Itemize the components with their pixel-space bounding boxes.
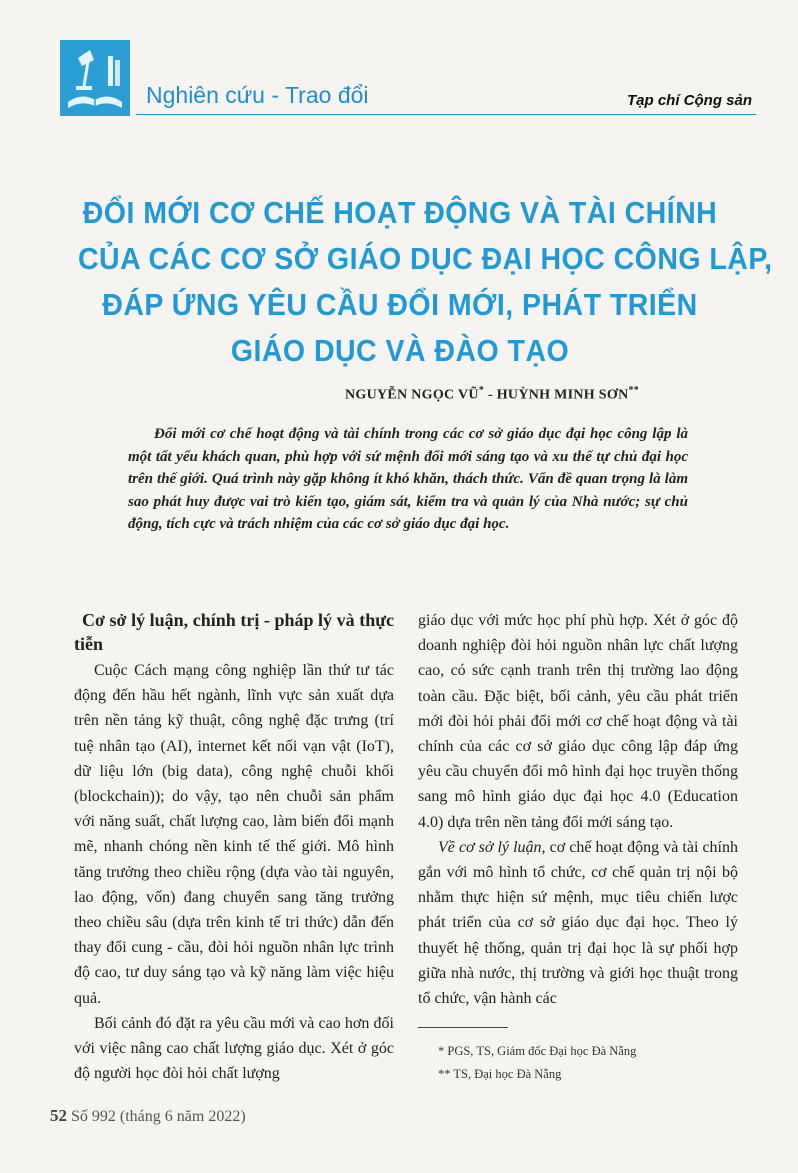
author-name-1: NGUYỄN NGỌC VŨ <box>345 387 479 403</box>
paragraph-text: cơ chế hoạt động và tài chính gắn với mô hình tổ chức, cơ chế quản trị nội bộ nhằm thực hiện sứ mệnh, mục tiêu chiến lược phát triển của cơ sở giáo dục đại học. Theo lý thuyết hệ thống, quản trị đại học là sự phối hợp giữa nhà nước, thị trường và giới học thuật trong tổ chức, vận hành các <box>418 838 739 1008</box>
title-line-4: GIÁO DỤC VÀ ĐÀO TẠO <box>230 333 570 368</box>
issue-info: Số 992 (tháng 6 năm 2022) <box>71 1108 246 1125</box>
article-authors <box>345 385 639 404</box>
page-number: 52 <box>50 1106 67 1125</box>
body-column-right <box>418 608 738 1011</box>
author-mark-1: * <box>478 385 485 396</box>
magazine-logo <box>60 40 130 116</box>
author-name-2: HUỲNH MINH SƠN <box>496 387 629 403</box>
article-abstract <box>128 423 688 536</box>
title-line-1: ĐỔI MỚI CƠ CHẾ HOẠT ĐỘNG VÀ TÀI CHÍNH <box>82 195 718 230</box>
author-separator: - <box>484 387 497 403</box>
magazine-name: Tạp chí Cộng sản <box>626 92 752 109</box>
italic-lead: Về cơ sở lý luận, <box>438 838 546 856</box>
article-title <box>78 190 773 374</box>
body-column-left <box>74 608 394 1086</box>
body-paragraph <box>418 835 738 1011</box>
footnote-1: * PGS, TS, Giám đốc Đại học Đà Nẵng <box>438 1044 637 1058</box>
section-label: Nghiên cứu - Trao đổi <box>146 82 369 108</box>
title-line-3: ĐÁP ỨNG YÊU CẦU ĐỔI MỚI, PHÁT TRIỂN <box>102 287 698 322</box>
title-line-2: CỦA CÁC CƠ SỞ GIÁO DỤC ĐẠI HỌC CÔNG LẬP, <box>78 241 773 276</box>
footnote-2: ** TS, Đại học Đà Nẵng <box>438 1067 562 1081</box>
abstract-text: Đổi mới cơ chế hoạt động và tài chính trong các cơ sở giáo dục đại học công lập là một tất yếu khách quan, phù hợp với sứ mệnh đổi mới sáng tạo và xu thế tự chủ đại học trên thế giới. Quá trình này gặp không ít khó khăn, thách thức. Vấn đề quan trọng là làm sao phát huy được vai trò kiến tạo, giám sát, kiểm tra và quản lý của Nhà nước; sự chủ động, tích cực và trách nhiệm của các cơ sở giáo dục đại học. <box>128 426 688 532</box>
page-footer <box>50 1106 246 1126</box>
body-paragraph: giáo dục với mức học phí phù hợp. Xét ở góc độ doanh nghiệp đòi hỏi nguồn nhân lực chất lượng cao, có sức cạnh tranh trên thị trường lao động toàn cầu. Đặc biệt, bối cảnh, yêu cầu phát triển mới đòi hỏi phải đổi mới cơ chế hoạt động và tài chính của các cơ sở giáo dục công lập đáp ứng yêu cầu chuyển đổi mô hình đại học truyền thống sang mô hình giáo dục đại học 4.0 (Education 4.0) dựa trên nền tảng đổi mới sáng tạo. <box>418 612 738 831</box>
footnote-divider <box>418 1027 508 1028</box>
reading-lamp-book-icon <box>60 40 130 116</box>
body-paragraph: Cuộc Cách mạng công nghiệp lần thứ tư tác động đến hầu hết ngành, lĩnh vực sản xuất dựa trên nền tảng kỹ thuật, công nghệ đặc trưng (trí tuệ nhân tạo (AI), internet kết nối vạn vật (IoT), dữ liệu lớn (big data), công nghệ chuỗi khối (blockchain)); do vậy, tạo nên chuỗi sản phẩm với năng suất, chất lượng cao, làm biến đổi mạnh mẽ, nhanh chóng nền kinh tế thế giới. Mô hình tăng trưởng theo chiều rộng (dựa vào tài nguyên, lao động, vốn) đang chuyển sang tăng trưởng theo chiều sâu (dựa trên kinh tế tri thức) dẫn đến thay đổi cung - cầu, đòi hỏi nguồn nhân lực trình độ cao, tư duy sáng tạo và kỹ năng làm việc hiệu quả. <box>74 662 394 1007</box>
body-paragraph: Bối cảnh đó đặt ra yêu cầu mới và cao hơn đối với việc nâng cao chất lượng giáo dục. Xét ở góc độ người học đòi hỏi chất lượng <box>74 1014 394 1083</box>
footnotes <box>438 1040 636 1086</box>
section-heading: Cơ sở lý luận, chính trị - pháp lý và thực tiễn <box>74 610 394 654</box>
author-mark-2: ** <box>628 385 640 396</box>
header-divider <box>136 114 756 115</box>
